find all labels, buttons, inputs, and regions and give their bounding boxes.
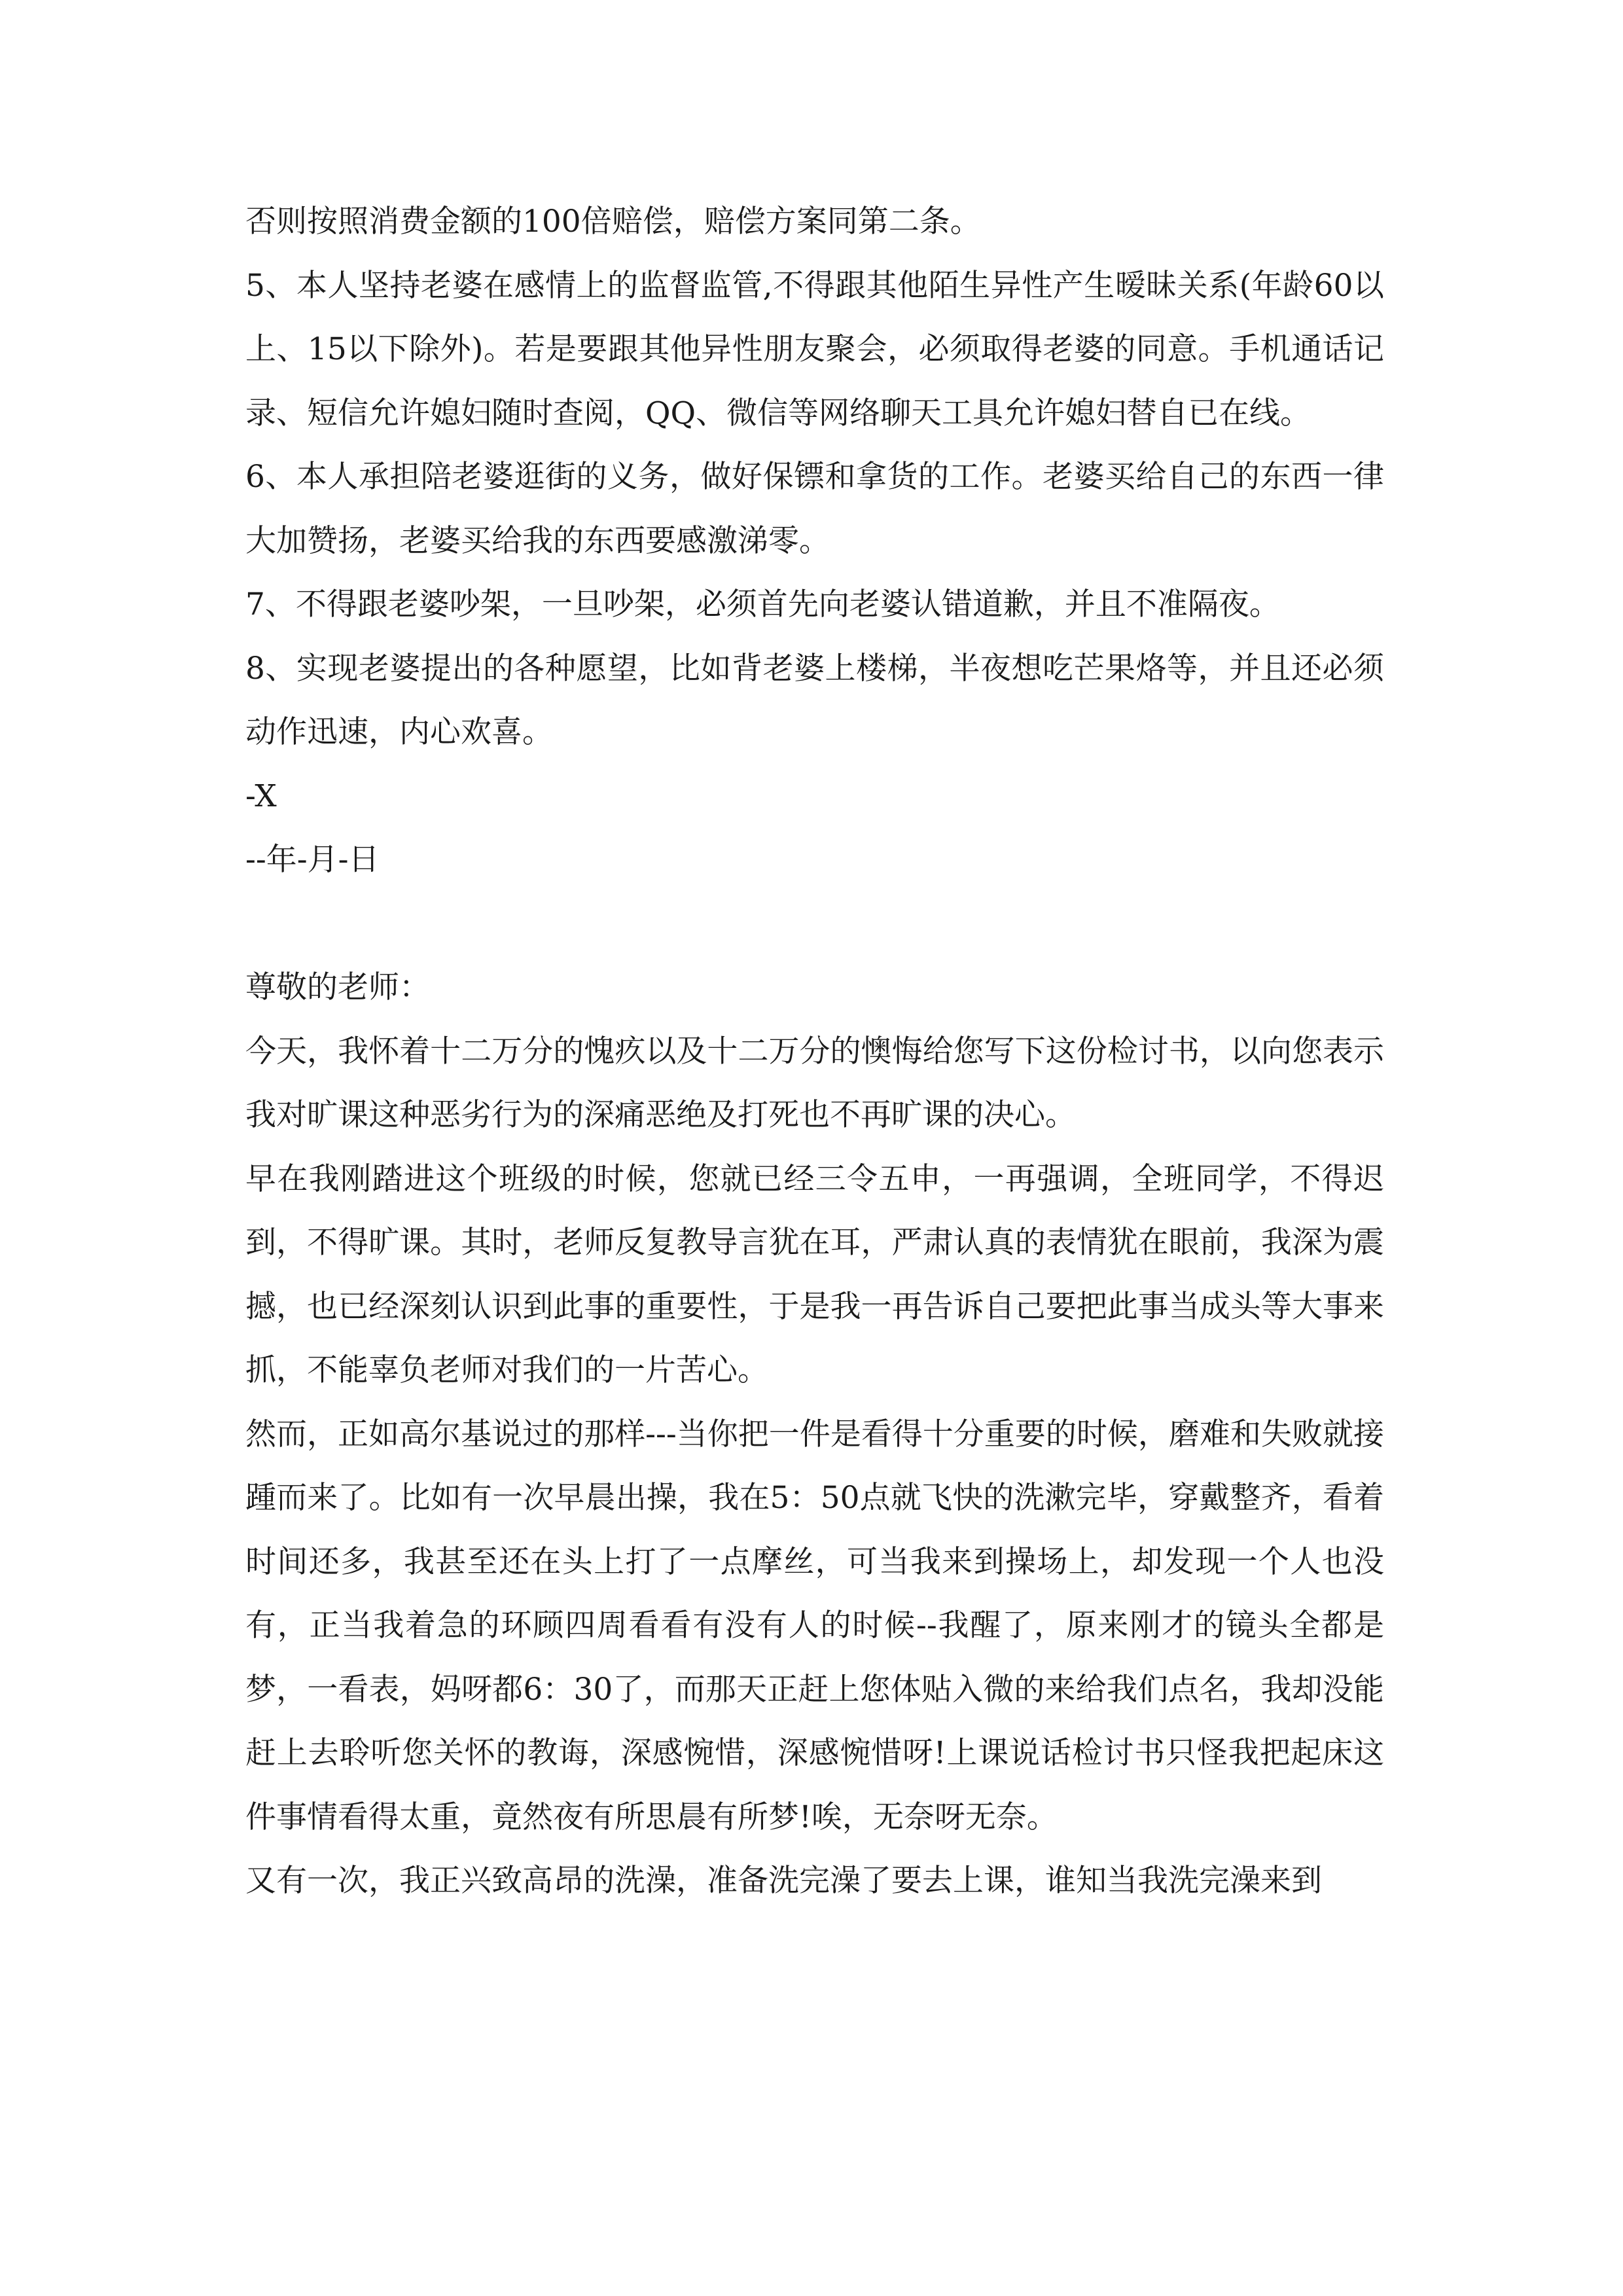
date-line: --年-月-日 — [245, 842, 380, 878]
document-body — [245, 190, 1384, 1913]
paragraph: 否则按照消费金额的100倍赔偿，赔偿方案同第二条。 — [245, 204, 981, 240]
salutation: 尊敬的老师： — [245, 969, 430, 1005]
paragraph: 然而，正如高尔基说过的那样---当你把一件是看得十分重要的时候，磨难和失败就接踵而来了。比如有一次早晨出操，我在5：50点就飞快的洗漱完毕，穿戴整齐，看着时间还多，我甚至还在头上打了一点摩丝，可当我来到操场上，却发现一个人也没有，正当我着急的环顾四周看看有没有人的时候--我醒了，原来刚才的镜头全都是梦，一看表，妈呀都6：30了，而那天正赶上您体贴入微的来给我们点名，我却没能赶上去聆听您关怀的教诲，深感惋惜，深感惋惜呀!上课说话检讨书只怪我把起床这件事情看得太重，竟然夜有所思晨有所梦!唉，无奈呀无奈。 — [245, 1416, 1384, 1835]
paragraph: 6、本人承担陪老婆逛街的义务，做好保镖和拿货的工作。老婆买给自己的东西一律大加赞扬，老婆买给我的东西要感激涕零。 — [245, 459, 1384, 559]
paragraph: 7、不得跟老婆吵架，一旦吵架，必须首先向老婆认错道歉，并且不准隔夜。 — [245, 586, 1280, 622]
paragraph: 8、实现老婆提出的各种愿望，比如背老婆上楼梯，半夜想吃芒果烙等，并且还必须动作迅速，内心欢喜。 — [245, 650, 1384, 750]
section-gap — [245, 892, 1384, 956]
paragraph: 今天，我怀着十二万分的愧疚以及十二万分的懊悔给您写下这份检讨书，以向您表示我对旷课这种恶劣行为的深痛恶绝及打死也不再旷课的决心。 — [245, 1033, 1384, 1133]
paragraph: 又有一次，我正兴致高昂的洗澡，准备洗完澡了要去上课，谁知当我洗完澡来到 — [245, 1863, 1322, 1899]
signature: -X — [245, 778, 277, 814]
paragraph: 5、本人坚持老婆在感情上的监督监管,不得跟其他陌生异性产生暧昧关系(年龄60以上、15以下除外)。若是要跟其他异性朋友聚会，必须取得老婆的同意。手机通话记录、短信允许媳妇随时查阅，QQ、微信等网络聊天工具允许媳妇替自已在线。 — [245, 267, 1384, 431]
paragraph: 早在我刚踏进这个班级的时候，您就已经三令五申，一再强调，全班同学，不得迟到，不得旷课。其时，老师反复教导言犹在耳，严肃认真的表情犹在眼前，我深为震撼，也已经深刻认识到此事的重要性，于是我一再告诉自己要把此事当成头等大事来抓，不能辜负老师对我们的一片苦心。 — [245, 1160, 1384, 1388]
